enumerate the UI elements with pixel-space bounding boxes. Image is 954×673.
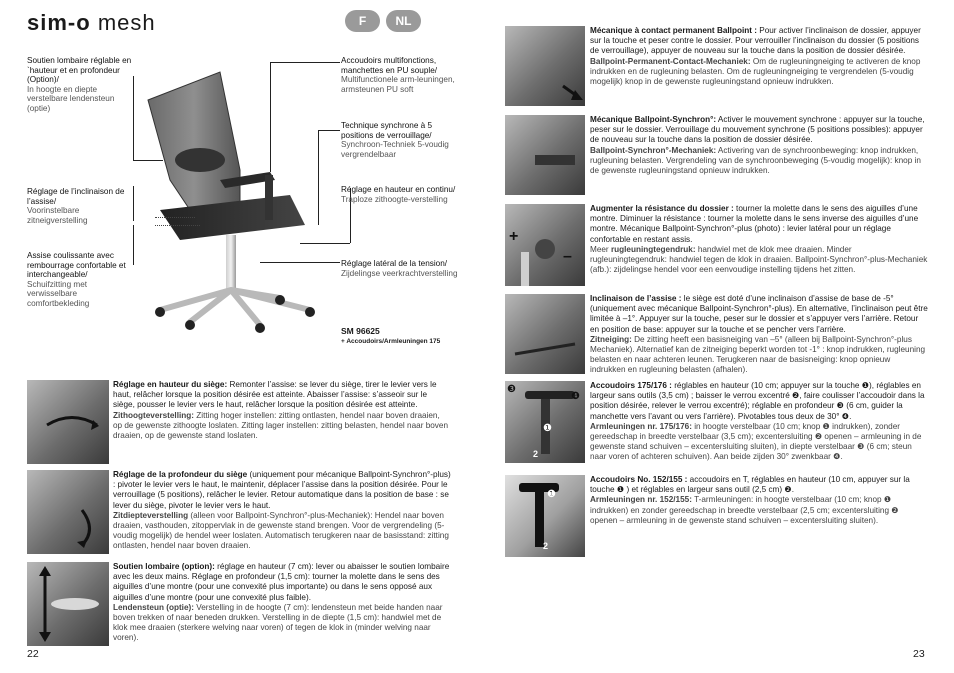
page-number-left: 22: [27, 648, 39, 660]
section-armrests-152: Accoudoirs No. 152/155 : accoudoirs en T, réglables en hauteur (10 cm, appuyer sur la touche ❶ ) et réglables en largeur sans outil (2,5 cm) ❷. Armleuningen nr. 152/155: T-armleuningen: in hoogte verstelbaar (10 cm; knop ❶ indrukken) en zonder gereedschap in breedte verstelbaar (2,5 cm; excentersluiting ❷ openen – armleuning in de gewenste stand schuiven – excentersluiting sluiten).: [590, 475, 910, 525]
leader-line: [133, 76, 134, 161]
marker-4: ❹: [571, 391, 580, 402]
title-light: mesh: [97, 10, 156, 35]
photo-armrests-152: [505, 475, 585, 557]
photo-back-resistance: [505, 204, 585, 286]
section-seat-height: Réglage en hauteur du siège: Remonter l’assise: se lever du siège, tirer le levier vers le haut, relâcher lorsque la position désirée est atteinte. Abaisser l’assise: s’asseoir sur le siège, pousser le levier vers le haut, relâcher lorsque la position désirée est atteinte. Zithoogteverstelling: Zitting hoger instellen: zitting ontlasten, hendel naar boven draaien, op de gewenste zithoogte loslaten. Zitting lager instellen: zitting belasten, hendel naar boven draaien, op de gewenste stand loslaten.: [113, 380, 448, 441]
section-ballpoint-contact: Mécanique à contact permanent Ballpoint : Pour activer l’inclinaison de dossier, appuyer sur la touche et peser contre le dossier. Pour verrouiller l’inclinaison du dossier (5 positions de verrouillage), appuyer de nouveau sur la touche dans la position de dossier désirée. Ballpoint-Permanent-Contact-Mechaniek: Om de rugleuningneiging te activeren de knop indrukken en de rugleuning belasten. Om de rugleuningneiging te vergrendelen (5-voudig mogelijk) knop in de gewenste rugleuningstand opnieuw indrukken.: [590, 26, 921, 87]
leader-line: [133, 186, 134, 221]
leader-line: [133, 225, 134, 265]
photo-lumbar-support: [27, 562, 109, 646]
leader-line: [155, 225, 200, 226]
label-seat-tilt: Réglage de l’inclinaison de l’assise/ Voorinstelbare zitneigverstelling: [27, 187, 125, 225]
marker-1: ❶: [547, 489, 556, 500]
section-seat-depth: Réglage de la profondeur du siège (uniquement pour mécanique Ballpoint-Synchron°-plus) : pivoter le levier vers le haut, le maintenir, déplacer l’assise dans la position désirée. Pour le verrouillage (5 positions), relâcher le levier. Retour automatique dans la position de base : se lever du siège, pivoter le levier vers le haut. Zitdiepteverstelling (alleen voor Ballpoint-Synchron°-plus-Mechaniek): Hendel naar boven draaien, vasthouden, zitoppervlak in de gewenste stand brengen. Voor de vergrendeling (5-voudig mogelijk) de hendel weer loslaten. Automatisch terugkeren naar de basisstand: zitting ontlasten, hendel naar boven draaien.: [113, 470, 451, 551]
leader-line: [260, 262, 340, 263]
label-tension-adjustment: Réglage latéral de la tension/ Zijdelingse veerkrachtverstelling: [341, 259, 458, 278]
marker-1: ❶: [543, 423, 552, 434]
minus-mark: –: [563, 248, 572, 265]
label-armrests: Accoudoirs multifonctions, manchettes en PU souple/ Multifunctionele arm-leuningen, armsteunen PU soft: [341, 56, 455, 94]
photo-seat-inclination: [505, 294, 585, 374]
language-badge-f: F: [345, 10, 380, 32]
leader-line: [155, 217, 195, 218]
photo-ballpoint-contact: [505, 26, 585, 106]
leader-line: [318, 130, 340, 131]
section-back-resistance: Augmenter la résistance du dossier : tourner la molette dans le sens des aiguilles d’une montre. Diminuer la résistance : tourner la molette dans le sens inverse des aiguilles d’une montre. Mécanique Ballpoint-Synchron°-plus (photo) : levier latéral pour un réglage confortable en restant assis. Meer rugleuningtegendruk: handwiel met de klok mee draaien. Minder rugleuningtegendruk: handwiel tegen de klok in draaien. Ballpoint-Synchron°-plus-Mechaniek (afb.): zijdelingse hendel voor een eenvoudige instelling tijdens het zitten.: [590, 204, 928, 275]
leader-line: [270, 62, 340, 63]
section-armrests-175: Accoudoirs 175/176 : réglables en hauteur (10 cm; appuyer sur la touche ❶), réglables en largeur sans outils (3,5 cm) ; baisser le verrou excentré ❷, faire coulisser l’accoudoir dans la position désirée, relever le verrou excentré); réglable en profondeur ❸ (6 cm, guider la manchette vers l’avant ou vers l’arrière). Pivotables tous deux de 30° ❹. Armleuningen nr. 175/176: in hoogte verstelbaar (10 cm; knop ❶ indrukken), zonder gereedschap in breedte verstelbaar (3,5 cm); excentersluiting ❷ openen – armleuning in de gewenste stand schuiven – excentersluiting sluiten), in diepte verstelbaar ❸ (6 cm; steun naar voren of achteren schuiven). Aan beide zijden 30° zwenkbaar ❹.: [590, 381, 925, 462]
marker-3: ❸: [507, 384, 516, 395]
title-bold: sim-o: [27, 10, 91, 35]
plus-mark: +: [509, 228, 519, 245]
label-synchro-technique: Technique synchrone à 5 positions de verrouillage/ Synchroon-Techniek 5-voudig vergrendelbaar: [341, 121, 449, 159]
page-number-right: 23: [913, 648, 925, 660]
leader-line: [133, 160, 163, 161]
section-lumbar-support: Soutien lombaire (option): réglage en hauteur (7 cm): lever ou abaisser le soutien lombaire avec les deux mains. Réglage en profondeur (1,5 cm): tourner la molette dans le sens des aiguilles d’une montre (pour une convexité plus importante) ou dans le sens opposé aux aiguilles d’une montre (pour une convexité plus faible). Lendensteun (optie): Verstelling in de hoogte (7 cm): lendensteun met beide handen naar boven trekken of naar beneden drukken. Verstelling in de diepte (1,5 cm): handwiel met de klok mee draaien (sterkere welving naar voren) of tegen de klok in (minder welving naar voren).: [113, 562, 450, 643]
label-sliding-seat: Assise coulissante avec rembourrage confortable et interchangeable/ Schuifzitting met verwisselbare comfortbekleding: [27, 251, 126, 308]
section-seat-inclination: Inclinaison de l’assise : le siège est doté d’une inclinaison d’assise de base de -5° (uniquement avec mécanique Ballpoint-Synchron°-plus). En alternative, l’inclinaison peut être limitée à –1°. Appuyer sur la touche, peser sur le dossier et s’appuyer vers l’arrière. Retour en position de base: appuyer sur la touche et se pencher vers l’arrière. Zitneiging: De zitting heeft een basisneiging van –5° (alleen bij Ballpoint-Synchron°-plus Mechaniek). Alternatief kan de zitneiging beperkt worden tot -1° : knop indrukken, rugleuning belasten en naar achteren leunen. Terugkeren naar de basisneiging: knop opnieuw indrukken en rugleuning belasten (afhalen).: [590, 294, 928, 375]
marker-2: 2: [533, 449, 539, 459]
model-code: SM 96625: [341, 326, 380, 336]
model-note: + Accoudoirs/Armleuningen 175: [341, 338, 441, 345]
leader-line: [270, 62, 271, 172]
leader-line: [300, 243, 350, 244]
leader-line: [318, 130, 319, 225]
chair-illustration: [130, 60, 340, 350]
photo-armrests-175: [505, 381, 585, 463]
model-info: [341, 326, 440, 345]
photo-seat-depth: [27, 470, 109, 554]
photo-seat-height: [27, 380, 109, 464]
photo-ballpoint-synchron: [505, 115, 585, 195]
language-badge-nl: NL: [386, 10, 421, 32]
label-height-adjustment: Réglage en hauteur en continu/ Traploze zithoogte-verstelling: [341, 185, 456, 204]
document-title: [27, 10, 156, 36]
label-lumbar-support: Soutien lombaire réglable en `hauteur et en profondeur (Option)/ In hoogte en diepte verstelbare lendensteun (optie): [27, 56, 132, 113]
marker-2: 2: [543, 541, 549, 551]
section-ballpoint-synchron: Mécanique Ballpoint-Synchron°: Activer le mouvement synchrone : appuyer sur la touche, peser sur le dossier. Verrouillage du mouvement synchrone (5 positions possibles): appuyer de nouveau sur la touche dans la position de dossier désirée. Ballpoint-Synchron°-Mechaniek: Activering van de synchroonbeweging: knop indrukken, rugleuning belasten. Vergrendeling van de synchroonbeweging (5-voudig mogelijk): knop in de gewenste rugleuningstand opnieuw indrukken.: [590, 115, 925, 176]
